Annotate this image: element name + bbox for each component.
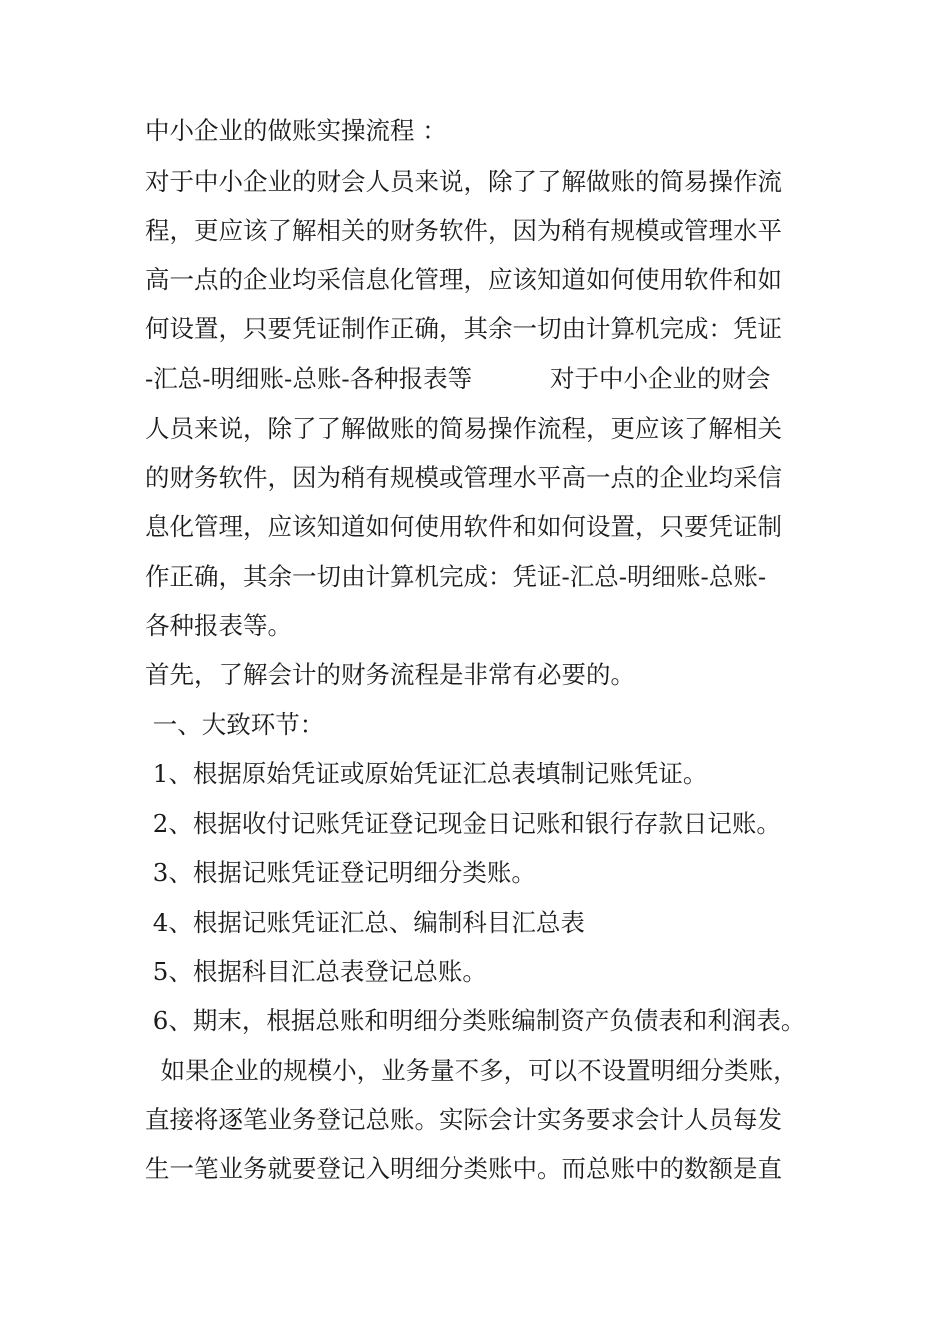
text-line: -汇总-明细账-总账-各种报表等 对于中小企业的财会 (145, 364, 771, 393)
list-item: 6、期末，根据总账和明细分类账编制资产负债表和利润表。 (145, 1006, 806, 1035)
text-line: 高一点的企业均采信息化管理，应该知道如何使用软件和如 (145, 265, 782, 294)
text-line: 首先，了解会计的财务流程是非常有必要的。 (145, 660, 635, 689)
list-item: 1、根据原始凭证或原始凭证汇总表填制记账凭证。 (145, 759, 708, 788)
list-item: 2、根据收付记账凭证登记现金日记账和银行存款日记账。 (145, 809, 781, 838)
text-line: 各种报表等。 (145, 611, 292, 640)
text-line: 程，更应该了解相关的财务软件，因为稍有规模或管理水平 (145, 216, 782, 245)
text-line: 人员来说，除了了解做账的简易操作流程，更应该了解相关 (145, 414, 782, 443)
document-title: 中小企业的做账实操流程 ： (145, 116, 447, 145)
text-line: 何设置，只要凭证制作正确，其余一切由计算机完成：凭证 (145, 314, 782, 343)
list-item: 5、根据科目汇总表登记总账。 (145, 957, 487, 986)
text-line: 对于中小企业的财会人员来说，除了了解做账的简易操作流 (145, 167, 782, 196)
text-line: 直接将逐笔业务登记总账。实际会计实务要求会计人员每发 (145, 1105, 782, 1134)
list-item: 4、根据记账凭证汇总、编制科目汇总表 (145, 908, 585, 937)
section-heading: 一、大致环节： (145, 710, 325, 739)
text-line: 生一笔业务就要登记入明细分类账中。而总账中的数额是直 (145, 1154, 782, 1183)
list-item: 3、根据记账凭证登记明细分类账。 (145, 858, 536, 887)
text-line: 息化管理，应该知道如何使用软件和如何设置，只要凭证制 (145, 512, 782, 541)
text-line: 如果企业的规模小，业务量不多，可以不设置明细分类账， (145, 1056, 798, 1085)
text-line: 的财务软件，因为稍有规模或管理水平高一点的企业均采信 (145, 463, 782, 492)
text-line: 作正确，其余一切由计算机完成：凭证-汇总-明细账-总账- (145, 562, 767, 591)
